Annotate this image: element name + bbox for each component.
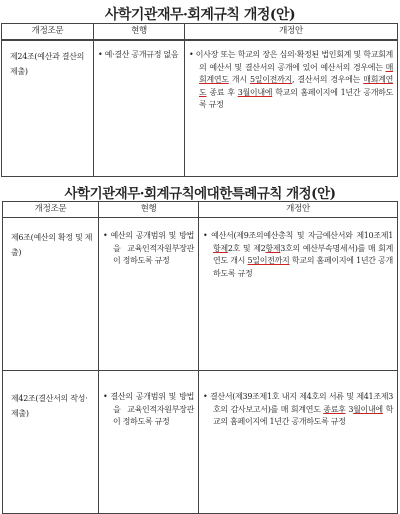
table-row [3, 218, 398, 371]
proposed-cell: • 예산서(제9조의예산총칙 및 자금예산서와 제10조제1항제2호 및 제2항제3호의 예산부속명세서)를 매 회계연도 개시 5일이전까지 학교의 홈페이지에 1년간 공개하도록 규정 [199, 218, 398, 371]
header-proposed: 개정안 [199, 202, 398, 218]
article-cell: 제6조(예산의 확정 및 제출) [3, 218, 99, 371]
header-proposed: 개정안 [185, 24, 398, 41]
current-cell: • 예산의 공개범위 및 방법을 교육인적자원부장관이 정하도록 규정 [99, 218, 199, 371]
table-row [2, 40, 398, 177]
rules-amendment-title: 사학기관재무·회계규칙 개정(안) [104, 7, 296, 23]
current-cell: • 예·결산 공개규정 없음 [94, 40, 185, 177]
proposed-cell: • 결산서(제39조제1호 내지 제4호의 서류 및 제41조제3호의 감사보고서)를 매 회계연도 종료후 3월이내에 학교의 홈페이지에 1년간 공개하도록 규정 [199, 371, 398, 514]
header-current: 현행 [99, 202, 199, 218]
article-cell: 제42조(결산서의 작성·제출) [3, 371, 99, 514]
proposed-cell: • 이사장 또는 학교의 장은 심의·확정된 법인회계 및 학교회계의 예산서 및 결산서의 공개에 있어 예산서의 경우에는 매회계연도 개시 5일이전까지, 결산서의 경우에는 매회계연도 종료 후 3월이내에 학교의 홈페이지에 1년간 공개하도록 규정 [185, 40, 398, 177]
header-article: 개정조문 [3, 202, 99, 218]
current-cell: • 결산의 공개범위 및 방법을 교육인적자원부장관이 정하도록 규정 [99, 371, 199, 514]
header-current: 현행 [94, 24, 185, 41]
special-rules-amendment-table [2, 201, 398, 514]
table-row [3, 371, 398, 514]
special-rules-amendment-title: 사학기관재무·회계규칙에대한특례규칙 개정(안) [64, 186, 336, 202]
article-cell: 제24조(예산과 결산의 제출) [2, 40, 94, 177]
header-article: 개정조문 [2, 24, 94, 41]
rules-amendment-table [1, 23, 398, 177]
